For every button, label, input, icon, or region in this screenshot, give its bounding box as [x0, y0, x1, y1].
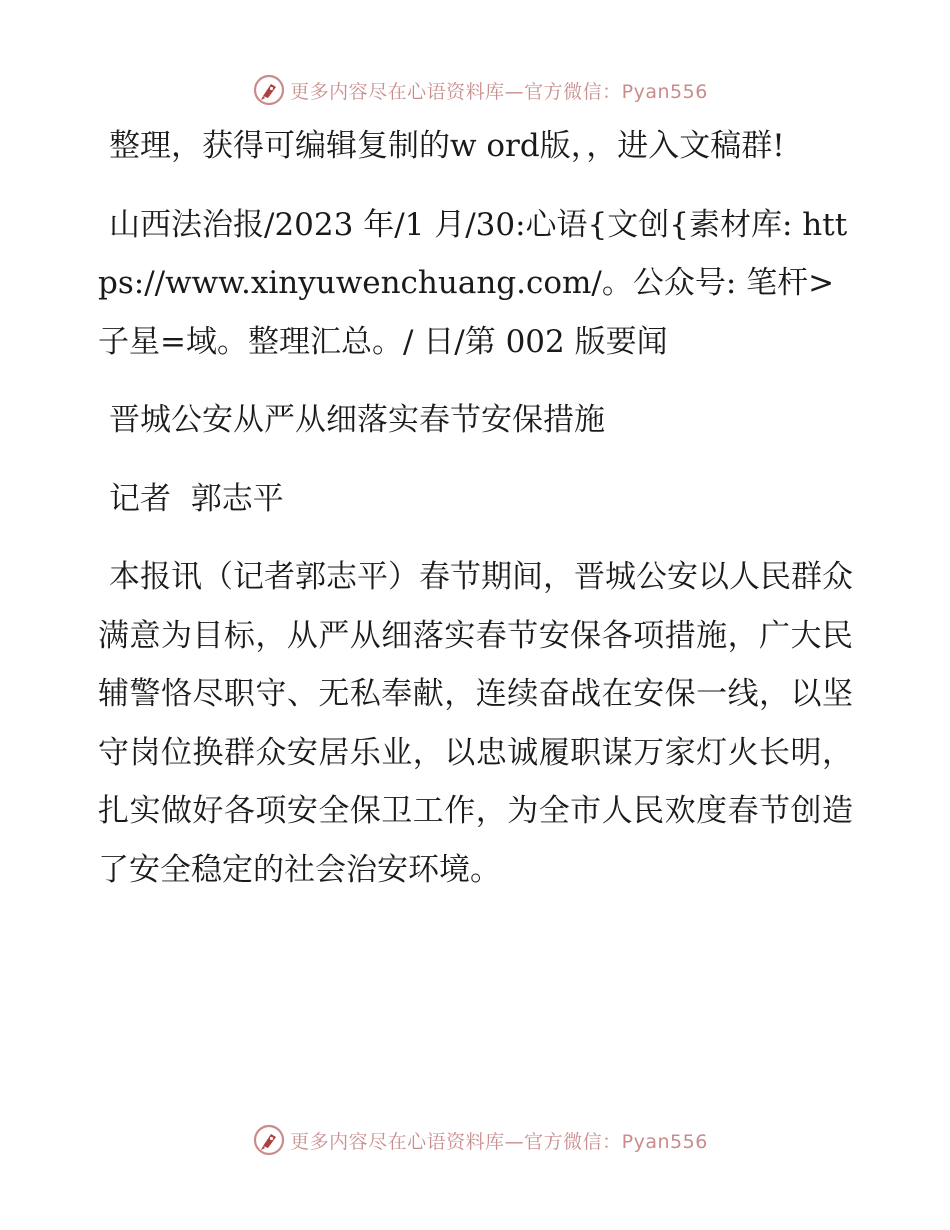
footer-watermark-text: 更多内容尽在心语资料库—官方微信：Pyan556: [290, 1130, 708, 1153]
article-byline: 记者 郭志平: [109, 480, 284, 517]
header-watermark-group: [242, 73, 708, 107]
pen-nib-logo-icon: [252, 1123, 286, 1157]
article-headline: 晋城公安从严从细落实春节安保措施: [109, 402, 605, 438]
footer-wechat-handle: Pyan556: [621, 1130, 708, 1153]
article-body-paragraph: 本报讯（记者郭志平）春节期间，晋城公安以人民群众满意为目标，从严从细落实春节安保各项措施，广大民辅警恪尽职守、无私奉献，连续奋战在安保一线，以坚守岗位换群众安居乐业，以忠诚履职谋万家灯火长明，扎实做好各项安全保卫工作，为全市人民欢度春节创造了安全稳定的社会治安环境。: [98, 559, 853, 888]
header-watermark-text: 更多内容尽在心语资料库—官方微信：Pyan556: [290, 80, 708, 103]
footer-watermark-group: [242, 1123, 708, 1157]
intro-paragraph: 整理，获得可编辑复制的w ord版，，进入文稿群!: [109, 128, 785, 164]
header-watermark-banner: [0, 70, 950, 110]
source-line: 山西法治报/2023 年/1 月/30:心语{文创{素材库: https://www.xinyuwenchuang.com/。公众号: 笔杆>子星=域。整理汇总。/ 日/第 002 版要闻: [98, 206, 848, 360]
document-body: [98, 117, 853, 899]
footer-watermark-banner: [0, 1120, 950, 1160]
pen-nib-logo-icon: [252, 73, 286, 107]
header-wechat-handle: Pyan556: [621, 80, 708, 103]
